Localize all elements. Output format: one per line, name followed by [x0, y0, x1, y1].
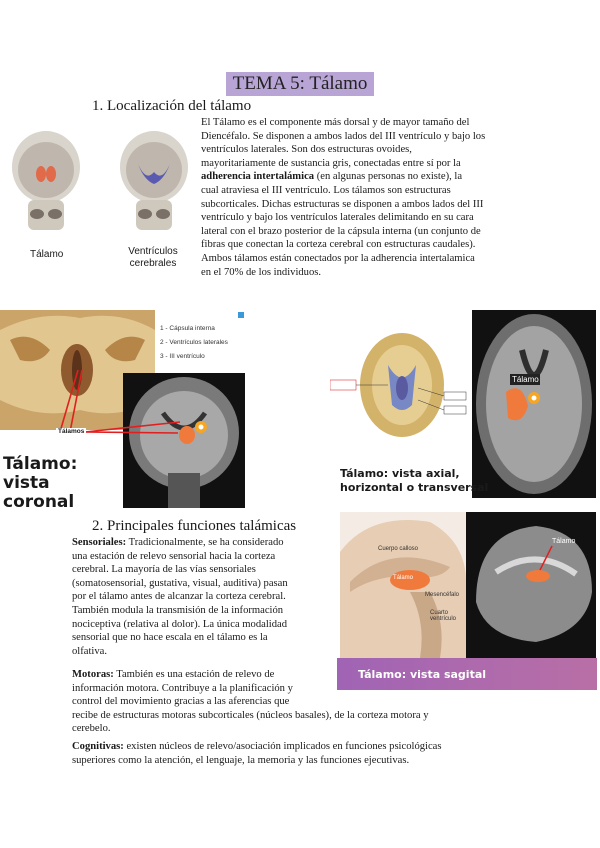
- para-line: una estación de relevo sensorial hacia la corteza: [72, 550, 276, 562]
- para-line: por el tálamo antes de alcanzar la corteza cerebral.: [72, 591, 286, 603]
- axial-illustration: [330, 330, 470, 440]
- para-line: ventrículo y bajo los ventrículos laterales delimitando en su cara: [201, 212, 474, 224]
- para-line: recibe de estructuras motoras subcorticales (núcleos basales), de la corteza motora y: [72, 709, 429, 721]
- section1-paragraph: [201, 116, 531, 279]
- para-line: nociceptiva (relativa al dolor). La única modalidad: [72, 618, 288, 630]
- para-fragment: Tradicionalmente, se ha considerado: [126, 537, 284, 548]
- para-line: El Tálamo es el componente más dorsal y de mayor tamaño del: [201, 117, 470, 128]
- axial-mri-label: Tálamo: [512, 375, 539, 384]
- legend-item: 2 - Ventrículos laterales: [160, 339, 228, 346]
- para-line: cerebral. La mayoría de las vías sensoriales: [72, 564, 256, 576]
- motoras-label: Motoras:: [72, 669, 114, 680]
- sagittal-label-cuarto: Cuarto ventrículo: [430, 610, 457, 622]
- ventriculos-line-1: Ventrículos: [128, 246, 178, 257]
- adherencia-term: adherencia intertalámica: [201, 171, 315, 183]
- para-line: También modula la transmisión de la información: [72, 604, 284, 616]
- motoras-paragraph: [72, 668, 512, 736]
- arrow-line: [85, 432, 178, 433]
- para-line: subcorticales. Dichas estructuras se disponen a ambos lados del III: [201, 198, 484, 210]
- cognitivas-label: Cognitivas:: [72, 741, 124, 752]
- ventriculos-line-2: cerebrales: [129, 258, 177, 269]
- caption-line: Tálamo: vista axial,: [340, 467, 460, 480]
- coronal-caption: [3, 455, 77, 512]
- section2-heading: 2. Principales funciones talámicas: [92, 518, 297, 534]
- sagittal-mri: [466, 512, 596, 658]
- para-line: [72, 536, 340, 550]
- para-line: fibras que conectan la corteza cerebral con estructuras caudales).: [201, 239, 476, 251]
- para-line: lateral con el brazo posterior de la cápsula interna (un conjunto de: [201, 225, 481, 237]
- skull-label-ventriculos: [128, 246, 178, 270]
- sagittal-illustration-drawing: [340, 512, 466, 658]
- sagittal-mri-thalamus-highlight: [526, 570, 550, 582]
- sagittal-label-mesencefalo: Mesencéfalo: [425, 592, 460, 598]
- sagittal-illustration: [340, 512, 466, 658]
- para-line: [72, 740, 542, 754]
- para-line: Ambos tálamos están conectados por la adherencia intertalamica: [201, 252, 475, 264]
- para-line: (somatosensorial, gustativa, visual, auditiva) pasan: [72, 577, 288, 589]
- para-line: superiores como la atención, el lenguaje, la memoria y las funciones ejecutivas.: [72, 754, 410, 766]
- caption-line: coronal: [3, 492, 75, 512]
- para-line: información motora. Contribuye a la planificación y: [72, 682, 293, 694]
- sagittal-mri-label: Tálamo: [552, 538, 576, 545]
- page-title: TEMA 5: Tálamo: [226, 72, 374, 96]
- caption-line: Tálamo:: [3, 454, 78, 474]
- talamos-label: Tálamos: [58, 428, 85, 435]
- sagittal-label-talamo: Tálamo: [393, 575, 414, 581]
- section1-heading: 1. Localización del tálamo: [92, 98, 252, 114]
- para-line: control del movimiento gracias a las aferencias que: [72, 696, 290, 708]
- sensoriales-paragraph: [72, 536, 340, 658]
- sagittal-caption: Tálamo: vista sagital: [358, 668, 487, 681]
- para-line: [72, 668, 512, 682]
- caption-line: vista: [3, 473, 50, 493]
- axial-mri-drawing: [472, 310, 596, 498]
- skull-thalamus-figure: [12, 131, 80, 230]
- coronal-arrows: [0, 300, 260, 450]
- para-fragment: También es una estación de relevo de: [113, 669, 275, 680]
- para-line: ventrículos laterales. Son dos estructuras ovoides,: [201, 144, 412, 156]
- para-line: sensorial que no hace escala en el tálamo es la: [72, 632, 268, 644]
- axial-mri: [472, 310, 596, 498]
- para-line: cerebelo.: [72, 723, 111, 735]
- axial-illustration-drawing: [330, 330, 470, 440]
- axial-caption: [340, 467, 488, 495]
- para-line: olfativa.: [72, 645, 108, 657]
- para-fragment: existen núcleos de relevo/asociación implicados en funciones psicológicas: [123, 741, 442, 752]
- legend-item: 1 - Cápsula interna: [160, 325, 215, 332]
- para-line: Diencéfalo. Se disponen a ambos lados del III ventrículo y bajo los: [201, 130, 486, 142]
- arrow-line: [85, 422, 180, 432]
- para-line: cual atraviesa el III ventrículo. Los tálamos son estructuras: [201, 184, 451, 196]
- para-line: [201, 170, 531, 184]
- skull-ventricles-figure: [120, 131, 188, 230]
- thalamus-highlight: [36, 166, 46, 182]
- para-fragment: (en algunas personas no existe), la: [314, 171, 463, 183]
- para-line: mayoritariamente de sustancia gris, conectadas entre sí por la: [201, 157, 461, 169]
- skull-label-talamo: Tálamo: [30, 249, 64, 260]
- sensoriales-label: Sensoriales:: [72, 537, 127, 548]
- sagittal-label-cuerpo: Cuerpo calloso: [378, 546, 419, 552]
- sagittal-mri-drawing: [466, 512, 596, 658]
- cognitivas-paragraph: [72, 740, 542, 767]
- legend-item: 3 - III ventrículo: [160, 353, 205, 360]
- caption-line: horizontal o transversal: [340, 481, 489, 494]
- para-line: en el 70% de los individuos.: [201, 266, 322, 278]
